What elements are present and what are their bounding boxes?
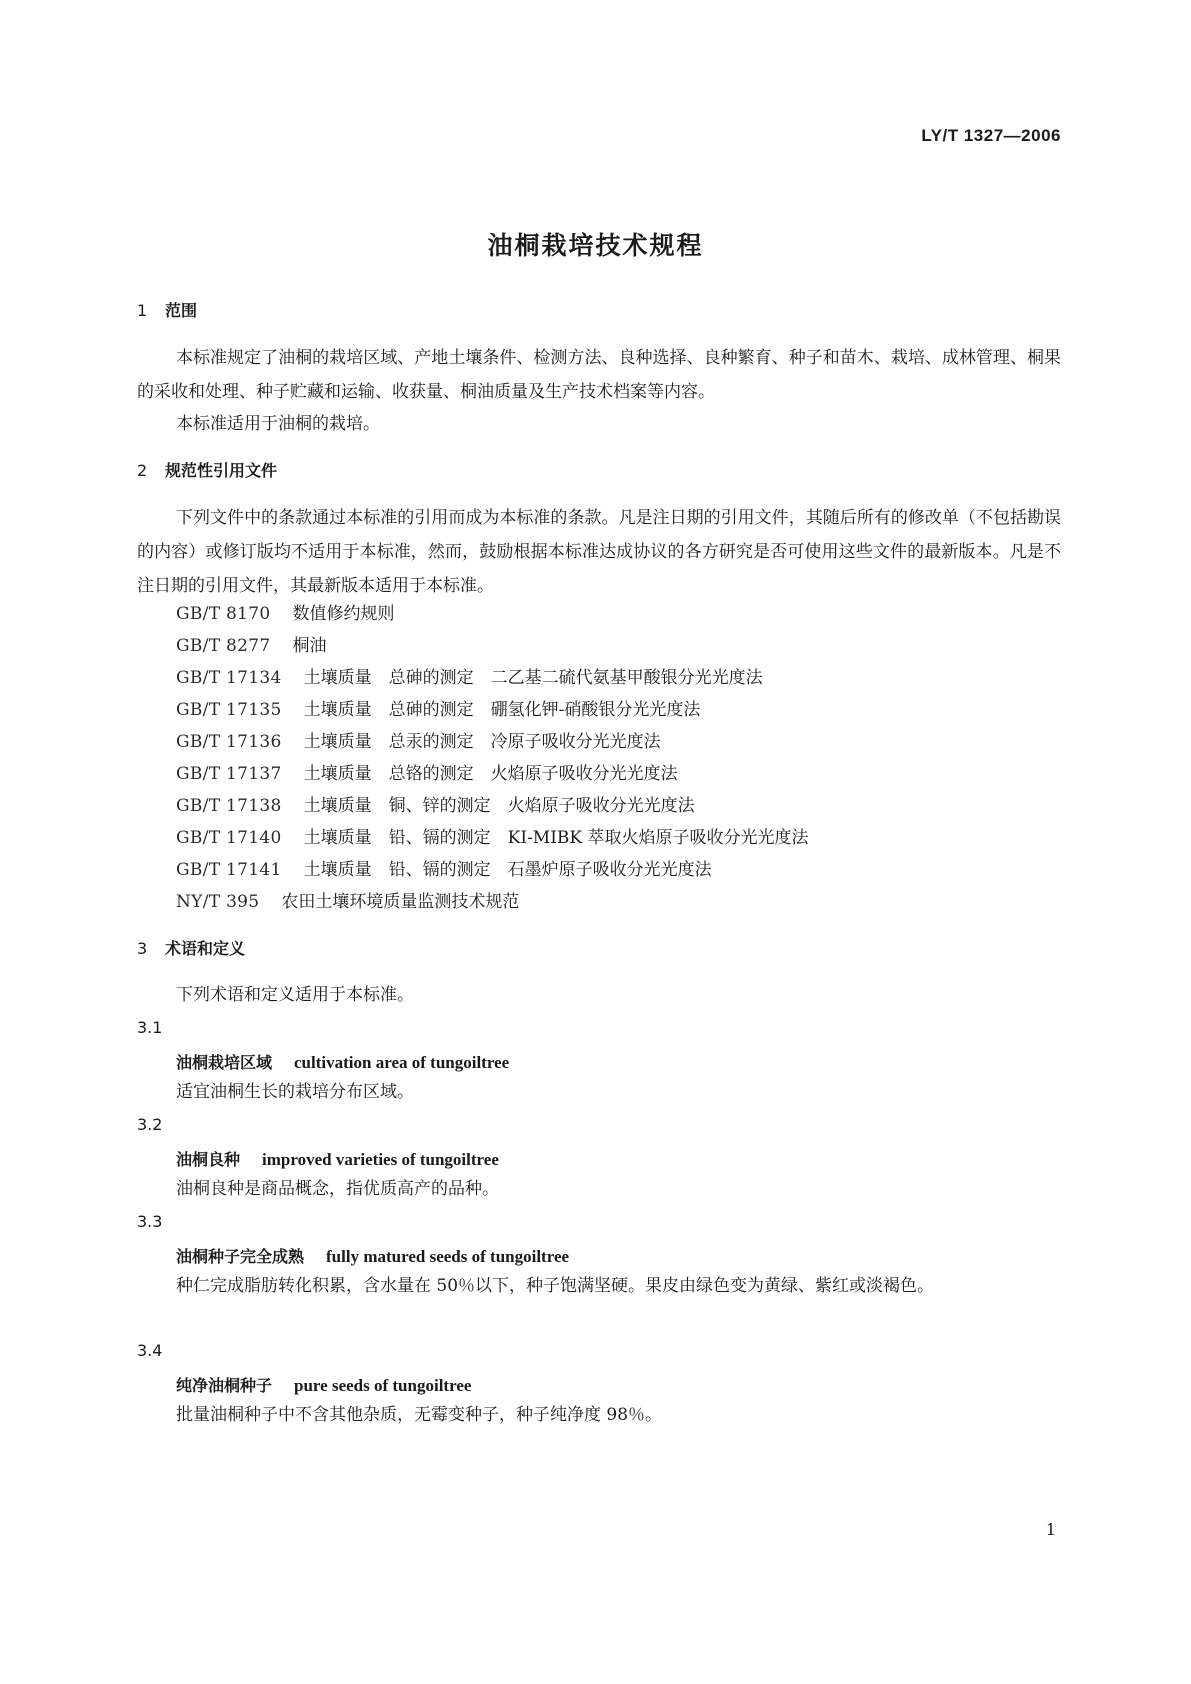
- reference-code: GB/T 17140: [176, 828, 282, 848]
- reference-title: 土壤质量 总砷的测定 硼氢化钾-硝酸银分光光度法: [303, 700, 701, 720]
- term-title-en: cultivation area of tungoiltree: [294, 1053, 510, 1072]
- reference-title: 土壤质量 铅、镉的测定 石墨炉原子吸收分光光度法: [303, 860, 712, 880]
- standard-code: LY/T 1327—2006: [921, 126, 1061, 145]
- reference-item: [176, 789, 695, 823]
- term-number: 3.4: [137, 1341, 163, 1360]
- section-title: 范围: [165, 301, 198, 320]
- reference-code: NY/T 395: [176, 892, 260, 912]
- reference-code: GB/T 17137: [176, 764, 282, 784]
- document-title: 油桐栽培技术规程: [487, 231, 704, 260]
- reference-item: [176, 693, 700, 727]
- section-2-paragraph: 下列文件中的条款通过本标准的引用而成为本标准的条款。凡是注日期的引用文件，其随后所有的修改单（不包括勘误的内容）或修订版均不适用于本标准，然而，鼓励根据本标准达成协议的各方研究是否可使用这些文件的最新版本。凡是不注日期的引用文件，其最新版本适用于本标准。: [137, 508, 1061, 596]
- section-3-heading: [137, 936, 245, 959]
- term-definition: 种仁完成脂肪转化积累，含水量在 50％以下，种子饱满坚硬。果皮由绿色变为黄绿、紫红或淡褐色。: [176, 1276, 935, 1296]
- reference-code: GB/T 17138: [176, 796, 282, 816]
- reference-item: [176, 853, 712, 887]
- term-number: 3.3: [137, 1212, 163, 1231]
- reference-code: GB/T 8277: [176, 636, 271, 656]
- term-title: [176, 1244, 569, 1267]
- section-title: 术语和定义: [165, 939, 246, 958]
- reference-item: [176, 597, 395, 631]
- reference-code: GB/T 17135: [176, 700, 282, 720]
- reference-title: 土壤质量 总汞的测定 冷原子吸收分光光度法: [303, 732, 661, 752]
- reference-title: 土壤质量 总砷的测定 二乙基二硫代氨基甲酸银分光光度法: [303, 668, 763, 688]
- term-title: [176, 1373, 471, 1396]
- term-title: [176, 1147, 499, 1170]
- reference-code: GB/T 17141: [176, 860, 282, 880]
- reference-title: 土壤质量 总铬的测定 火焰原子吸收分光光度法: [303, 764, 678, 784]
- section-number: 1: [137, 301, 148, 320]
- term-definition: 油桐良种是商品概念，指优质高产的品种。: [176, 1179, 499, 1199]
- reference-code: GB/T 17134: [176, 668, 282, 688]
- section-1-heading: [137, 298, 197, 321]
- reference-item: [176, 885, 519, 919]
- reference-item: [176, 757, 678, 791]
- reference-item: [176, 821, 809, 855]
- section-1-paragraph-2: 本标准适用于油桐的栽培。: [176, 414, 380, 434]
- reference-title: 土壤质量 铅、镉的测定 KI-MIBK 萃取火焰原子吸收分光光度法: [303, 828, 809, 848]
- reference-title: 农田土壤环境质量监测技术规范: [281, 892, 520, 912]
- reference-title: 土壤质量 铜、锌的测定 火焰原子吸收分光光度法: [303, 796, 695, 816]
- section-1-paragraph-1: 本标准规定了油桐的栽培区域、产地土壤条件、检测方法、良种选择、良种繁育、种子和苗木、栽培、成林管理、桐果的采收和处理、种子贮藏和运输、收获量、桐油质量及生产技术档案等内容。: [137, 348, 1061, 402]
- reference-code: GB/T 17136: [176, 732, 282, 752]
- section-number: 2: [137, 461, 148, 480]
- term-title-en: fully matured seeds of tungoiltree: [326, 1247, 570, 1266]
- term-title-cn: 纯净油桐种子: [176, 1376, 273, 1395]
- term-definition: 适宜油桐生长的栽培分布区域。: [176, 1082, 414, 1102]
- section-title: 规范性引用文件: [165, 461, 278, 480]
- reference-code: GB/T 8170: [176, 604, 271, 624]
- reference-item: [176, 661, 763, 695]
- term-title-cn: 油桐种子完全成熟: [176, 1247, 305, 1266]
- term-title: [176, 1050, 509, 1073]
- term-number: 3.1: [137, 1018, 163, 1037]
- term-title-cn: 油桐栽培区域: [176, 1053, 273, 1072]
- section-number: 3: [137, 939, 148, 958]
- term-number: 3.2: [137, 1115, 163, 1134]
- reference-title: 数值修约规则: [292, 604, 395, 624]
- section-2-heading: [137, 458, 277, 481]
- page-number: 1: [1045, 1520, 1056, 1539]
- section-3-intro: 下列术语和定义适用于本标准。: [176, 985, 414, 1005]
- reference-item: [176, 725, 661, 759]
- term-title-cn: 油桐良种: [176, 1150, 241, 1169]
- term-title-en: pure seeds of tungoiltree: [294, 1376, 472, 1395]
- reference-title: 桐油: [292, 636, 327, 656]
- term-definition: 批量油桐种子中不含其他杂质，无霉变种子，种子纯净度 98％。: [176, 1405, 663, 1425]
- term-title-en: improved varieties of tungoiltree: [262, 1150, 499, 1169]
- reference-item: [176, 629, 327, 663]
